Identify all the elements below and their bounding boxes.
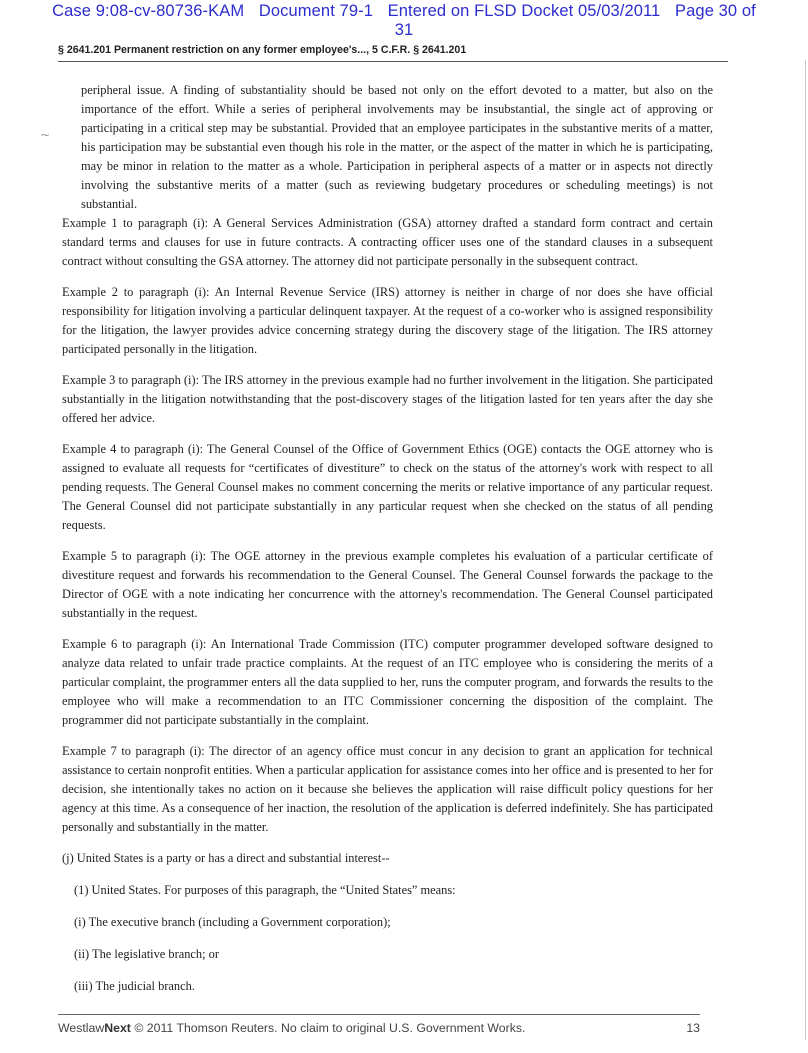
footer-divider — [58, 1014, 700, 1015]
paragraph-j1: (1) United States. For purposes of this paragraph, the “United States” means: — [74, 883, 456, 897]
example-3: Example 3 to paragraph (i): The IRS attorney in the previous example had no further involvement in the litigation. She participated substantially in the litigation notwithstanding that the post-discovery stages of the litigation lasted for ten years after the day she offered her advice. — [62, 373, 713, 425]
docket-entered: Entered on FLSD Docket 05/03/2011 — [387, 2, 661, 20]
example-6: Example 6 to paragraph (i): An International Trade Commission (ITC) computer programmer developed software designed to analyze data related to unfair trade practice complaints. At the request of an ITC employee who is considering the merits of a particular complaint, the programmer enters all the data supplied to her, runs the computer program, and forwards the results to the employee who will make a recommendation to an ITC Commissioner concerning the disposition of the complaint. The programmer did not participate substantially in the complaint. — [62, 637, 713, 727]
page-body — [62, 81, 713, 1009]
paragraph-j-i: (i) The executive branch (including a Government corporation); — [74, 915, 391, 929]
example-4: Example 4 to paragraph (i): The General Counsel of the Office of Government Ethics (OGE) contacts the OGE attorney who is assigned to evaluate all requests for “certificates of divestiture” to check on the status of the attorney's work with respect to all pending requests. The General Counsel makes no comment concerning the merits or relative importance of any particular request. The General Counsel did not participate substantially in any particular request when she checked on the status of all pending requests. — [62, 442, 713, 532]
copyright-text: © 2011 Thomson Reuters. No claim to original U.S. Government Works. — [134, 1021, 526, 1035]
page-footer — [58, 1021, 700, 1035]
paragraph-continuation: peripheral issue. A finding of substantiality should be based not only on the effort devoted to a matter, but also on the importance of the effort. While a series of peripheral involvements may be insubstantial, the single act of approving or participating in a critical step may be substantial. Provided that an employee participates in the substantive merits of a matter, his participation may be substantial even though his role in the matter, or the aspect of the matter in which he is participating, may be minor in relation to the matter as a whole. Participation in peripheral aspects of a matter or in aspects not directly involving the substantive merits of a matter (such as reviewing budgetary procedures or scheduling meetings) is not substantial. — [81, 83, 713, 211]
stray-mark: ~ — [40, 128, 51, 142]
docket-total-pages: 31 — [394, 21, 414, 39]
example-1: Example 1 to paragraph (i): A General Services Administration (GSA) attorney drafted a standard form contract and certain standard terms and clauses for use in future contracts. A contracting officer uses one of the standard clauses in a subsequent contract without consulting the GSA attorney. The attorney did not participate personally in the subsequent contract. — [62, 216, 713, 268]
westlaw-logo: WestlawNext — [58, 1021, 131, 1035]
docket-case: Case 9:08-cv-80736-KAM — [52, 2, 245, 20]
paragraph-j: (j) United States is a party or has a direct and substantial interest-- — [62, 851, 390, 865]
running-header: § 2641.201 Permanent restriction on any former employee's..., 5 C.F.R. § 2641.201 — [58, 44, 728, 62]
margin-line — [805, 60, 806, 1040]
example-2: Example 2 to paragraph (i): An Internal Revenue Service (IRS) attorney is neither in charge of nor does she have official responsibility for litigation involving a particular delinquent taxpayer. At the request of a co-worker who is assigned responsibility for the litigation, the lawyer provides advice concerning strategy during the discovery stage of the litigation. The IRS attorney participated personally in the litigation. — [62, 285, 713, 356]
example-7: Example 7 to paragraph (i): The director of an agency office must concur in any decision to grant an application for technical assistance to certain nonprofit entities. When a particular application for assistance comes into her office and is presented to her for decision, she intentionally takes no action on it because she believes the application will raise difficult policy questions for her agency at this time. As a consequence of her inaction, the resolution of the application is deferred indefinitely. She has participated personally and substantially in the matter. — [62, 744, 713, 834]
example-5: Example 5 to paragraph (i): The OGE attorney in the previous example completes his evaluation of a particular certificate of divestiture request and forwards his recommendation to the General Counsel. The General Counsel forwards the package to the Director of OGE with a note indicating her concurrence with the attorney's recommendation. The General Counsel participated substantially in the request. — [62, 549, 713, 620]
paragraph-j-ii: (ii) The legislative branch; or — [74, 947, 219, 961]
docket-page: Page 30 of — [675, 2, 756, 20]
page-number: 13 — [686, 1021, 700, 1035]
docket-stamp — [0, 2, 808, 40]
paragraph-j-iii: (iii) The judicial branch. — [74, 979, 195, 993]
docket-document: Document 79-1 — [258, 2, 373, 20]
